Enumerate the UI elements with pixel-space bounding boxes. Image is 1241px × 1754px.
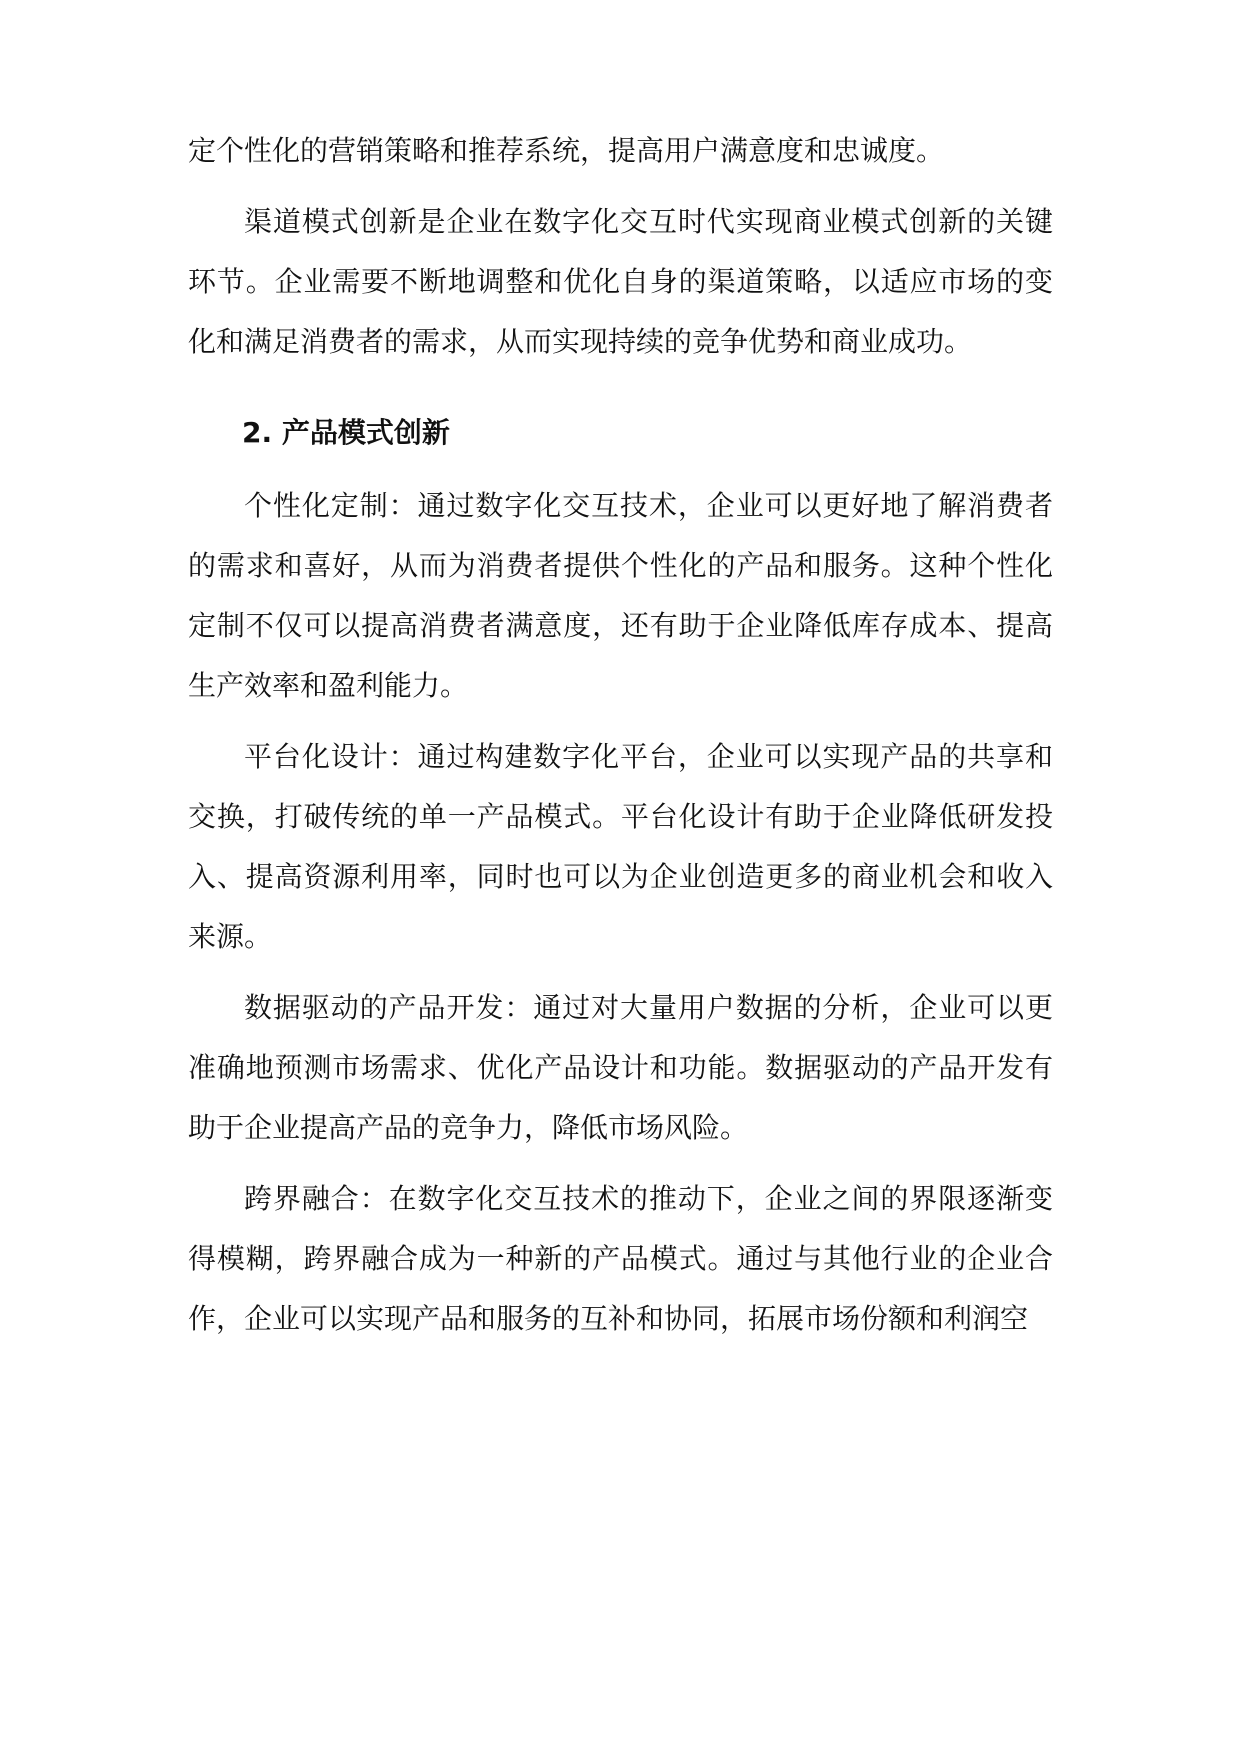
paragraph-platform-design: 平台化设计：通过构建数字化平台，企业可以实现产品的共享和交换，打破传统的单一产品模式。平台化设计有助于企业降低研发投入、提高资源利用率，同时也可以为企业创造更多的商业机会和收入来源。: [188, 740, 1053, 953]
paragraph-channel-innovation: 渠道模式创新是企业在数字化交互时代实现商业模式创新的关键环节。企业需要不断地调整和优化自身的渠道策略，以适应市场的变化和满足消费者的需求，从而实现持续的竞争优势和商业成功。: [188, 205, 1053, 358]
paragraph-personalized-customization: 个性化定制：通过数字化交互技术，企业可以更好地了解消费者的需求和喜好，从而为消费者提供个性化的产品和服务。这种个性化定制不仅可以提高消费者满意度，还有助于企业降低库存成本、提高生产效率和盈利能力。: [188, 489, 1053, 702]
paragraph-cross-border-integration: 跨界融合：在数字化交互技术的推动下，企业之间的界限逐渐变得模糊，跨界融合成为一种新的产品模式。通过与其他行业的企业合作，企业可以实现产品和服务的互补和协同，拓展市场份额和利润空: [188, 1182, 1053, 1335]
paragraph-data-driven-development: 数据驱动的产品开发：通过对大量用户数据的分析，企业可以更准确地预测市场需求、优化产品设计和功能。数据驱动的产品开发有助于企业提高产品的竞争力，降低市场风险。: [188, 991, 1053, 1144]
section-heading: 2. 产品模式创新: [242, 416, 450, 449]
document-body: [188, 121, 1053, 1360]
paragraph-continued: 定个性化的营销策略和推荐系统，提高用户满意度和忠诚度。: [188, 134, 945, 167]
